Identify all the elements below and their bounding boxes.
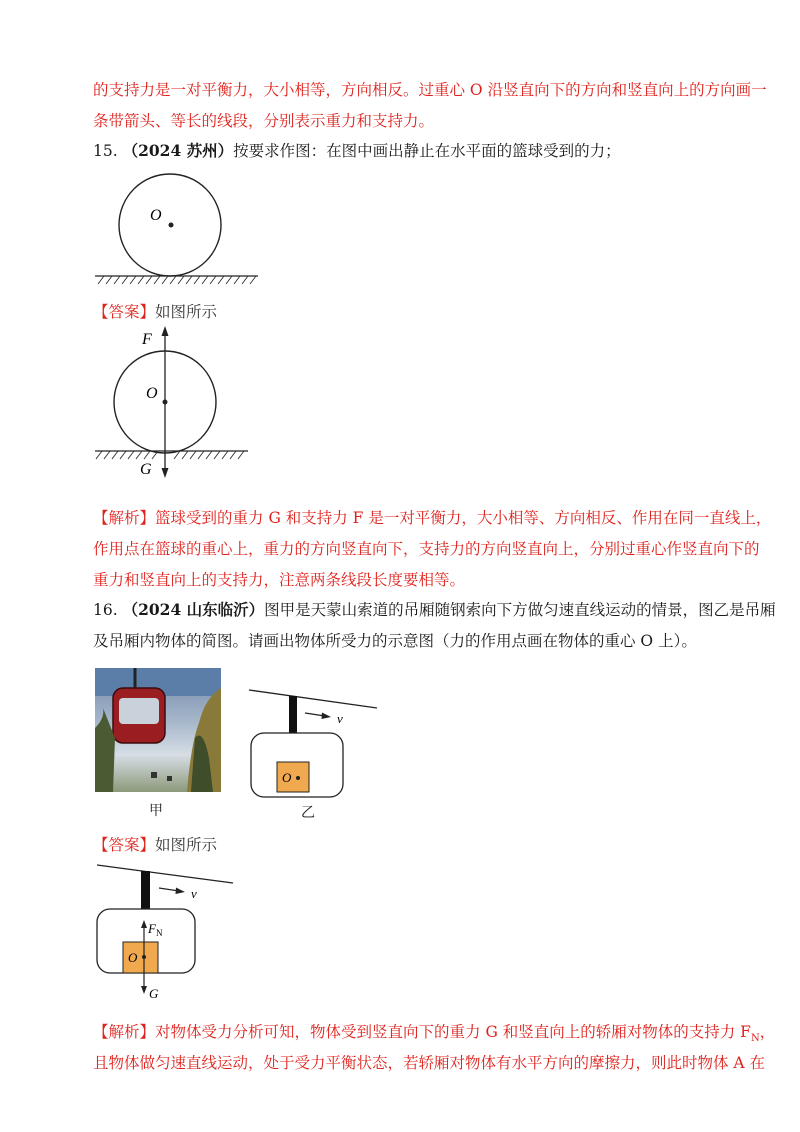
q15-answer-line bbox=[93, 302, 217, 322]
cable-car-photo-art bbox=[95, 668, 221, 792]
ball-center-label: O bbox=[150, 207, 162, 224]
object-center-dot bbox=[296, 776, 300, 780]
q16-text-1: 图甲是天蒙山索道的吊厢随钢索向下方做匀速直线运动的情景，图乙是吊厢 bbox=[264, 601, 776, 619]
q16-analysis-subscript: N bbox=[750, 1033, 760, 1045]
q15-analysis-text-1: 篮球受到的重力 G 和支持力 F 是一对平衡力，大小相等、方向相反、作用在同一直线上， bbox=[155, 509, 772, 527]
q15-source: （2024 苏州） bbox=[122, 141, 234, 160]
q16-analysis-line-1: 【解析】对物体受力分析可知，物体受到竖直向下的重力 G 和竖直向上的轿厢对物体的支持力 $F_N$， bbox=[93, 1023, 776, 1045]
ball-center-dot bbox=[169, 223, 174, 228]
answer-velocity-label: v bbox=[191, 886, 197, 901]
answer-velocity-arrowhead bbox=[176, 888, 186, 895]
q15-analysis-tag: 【解析】 bbox=[93, 509, 156, 527]
q15-answer-figure bbox=[90, 326, 270, 481]
q16-answer-text: 如图所示 bbox=[155, 836, 218, 854]
q15-ball-figure bbox=[90, 172, 270, 297]
support-force-label: F bbox=[142, 331, 152, 348]
answer-center-dot bbox=[163, 400, 168, 405]
answer-gravity-arrowhead bbox=[141, 986, 147, 994]
q16-analysis-line-2: 且物体做匀速直线运动，处于受力平衡状态，若轿厢对物体有水平方向的摩擦力，则此时物体 A 在 bbox=[93, 1054, 766, 1072]
photo-distant-car bbox=[151, 772, 157, 778]
answer-center-label: O bbox=[146, 385, 158, 402]
q16-number: 16. bbox=[93, 601, 118, 619]
q15-analysis-line-1 bbox=[93, 508, 771, 528]
answer-support-letter: F bbox=[148, 921, 156, 936]
q16-answer-line bbox=[93, 835, 217, 855]
cabin-hanger-bar bbox=[289, 696, 297, 733]
answer-support-subscript: N bbox=[155, 928, 163, 938]
q16-figure-b bbox=[245, 690, 385, 802]
q15-number: 15. bbox=[93, 142, 118, 160]
photo-distant-car-2 bbox=[167, 776, 172, 781]
q16-answer-tag: 【答案】 bbox=[93, 836, 156, 854]
object-center-label: O bbox=[282, 770, 292, 785]
photo-cabin-window bbox=[119, 698, 159, 724]
q16-source: （2024 山东临沂） bbox=[122, 600, 265, 619]
intro-line-2: 条带箭头、等长的线段，分别表示重力和支持力。 bbox=[93, 112, 435, 130]
q15-answer-text: 如图所示 bbox=[155, 303, 218, 321]
cable-car-photo bbox=[95, 668, 221, 792]
intro-line-1: 的支持力是一对平衡力，大小相等，方向相反。过重心 O 沿竖直向下的方向和竖直向上的方向画一 bbox=[93, 81, 767, 99]
support-arrowhead bbox=[162, 326, 169, 336]
q15-analysis-line-3: 重力和竖直向上的支持力，注意两条线段长度要相等。 bbox=[93, 571, 466, 589]
answer-hanger-bar bbox=[141, 871, 150, 909]
answer-cable-line bbox=[97, 865, 233, 883]
q15-heading bbox=[93, 141, 621, 161]
q15-analysis-line-2: 作用点在篮球的重心上，重力的方向竖直向下，支持力的方向竖直向上，分别过重心作竖直向下的 bbox=[93, 540, 760, 558]
caption-b: 乙 bbox=[301, 805, 315, 821]
velocity-label: v bbox=[337, 711, 343, 726]
ground-hatching bbox=[98, 276, 256, 284]
photo-tree-left bbox=[95, 708, 115, 792]
q15-answer-tag: 【答案】 bbox=[93, 303, 156, 321]
answer-object-center-label: O bbox=[128, 950, 138, 965]
answer-support-label bbox=[147, 921, 163, 938]
q16-text-line-2: 及吊厢内物体的简图。请画出物体所受力的示意图（力的作用点画在物体的重心 O 上）。 bbox=[93, 632, 697, 650]
q15-text: 按要求作图：在图中画出静止在水平面的篮球受到的力； bbox=[233, 142, 621, 160]
gravity-force-label: G bbox=[140, 461, 152, 478]
q16-analysis-text-1: 对物体受力分析可知，物体受到竖直向下的重力 G 和竖直向上的轿厢对物体的支持力 F bbox=[155, 1023, 751, 1041]
velocity-arrowhead bbox=[322, 713, 332, 720]
q16-analysis-tag: 【解析】 bbox=[93, 1023, 156, 1041]
q16-answer-figure bbox=[93, 865, 243, 1005]
gravity-arrowhead bbox=[162, 468, 169, 478]
q16-heading bbox=[93, 600, 776, 620]
caption-a: 甲 bbox=[149, 803, 163, 819]
answer-object-center-dot bbox=[142, 955, 146, 959]
answer-gravity-label: G bbox=[149, 986, 159, 1001]
cable-line bbox=[249, 690, 377, 708]
answer-support-arrowhead bbox=[141, 920, 147, 928]
